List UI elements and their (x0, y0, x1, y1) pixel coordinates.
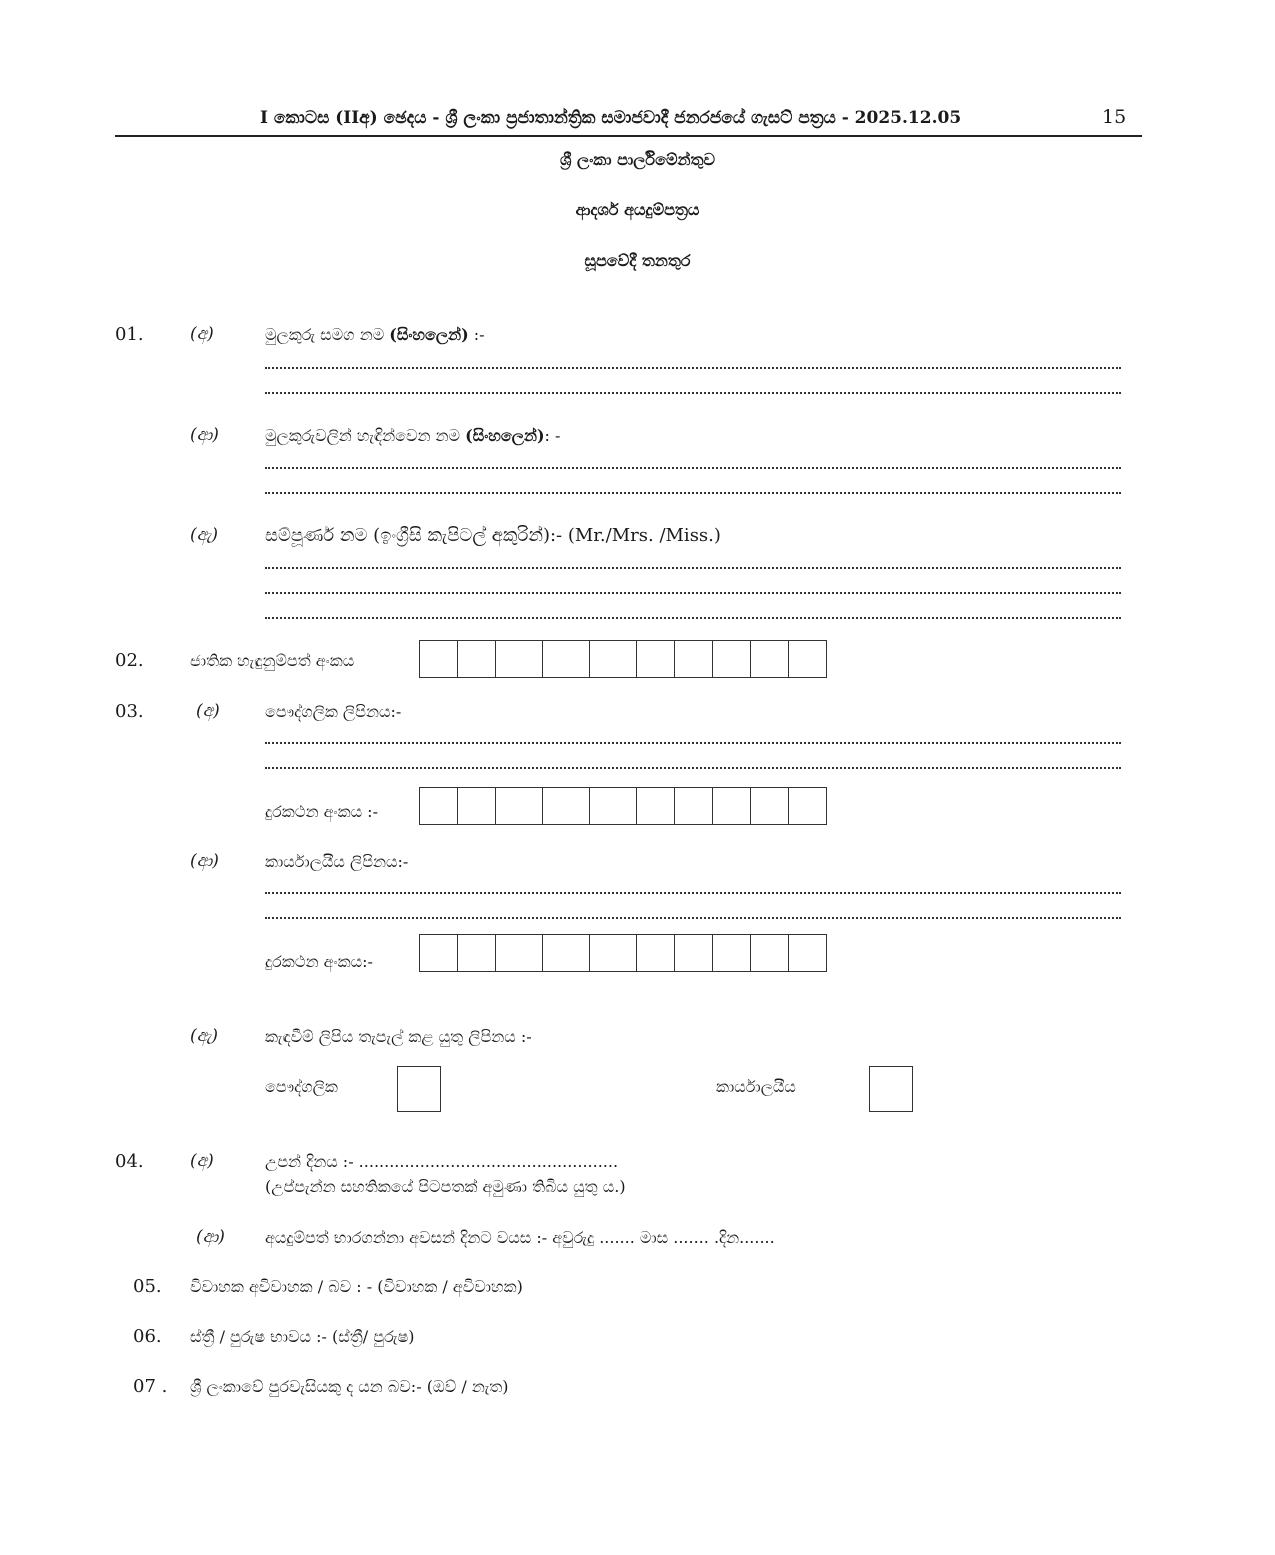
q01a-letter: (අ) (190, 324, 214, 344)
q04aa-letter: (ආ) (196, 1227, 225, 1247)
q03aa-phone-label: දුරකථන අංකය:- (265, 952, 373, 971)
position-title: සූපවේදී තනතුර (584, 251, 691, 270)
q06-number: 06. (133, 1326, 162, 1347)
page-number: 15 (1102, 106, 1127, 128)
q03a-line-1[interactable] (265, 742, 1121, 744)
q03a-line-2[interactable] (265, 767, 1121, 769)
q03aa-letter: (ආ) (190, 851, 219, 871)
option-personal-checkbox[interactable] (397, 1066, 441, 1112)
form-title: ආදර්ශ අයදුම්පත්‍රය (575, 200, 700, 219)
q04a-note: (උප්පැන්න සහතිකයේ පිටපතක් අමුණා තිබිය යුතු ය.) (265, 1177, 626, 1196)
q01aa-label: මුලකුරුවලින් හැඳින්වෙන නම (සිංහලෙන්): - (265, 426, 561, 445)
q02-label: ජාතික හැඳුනුම්පත් අංකය (190, 651, 355, 670)
q01a-line-2[interactable] (265, 392, 1121, 394)
q02-number: 02. (115, 650, 144, 671)
q01a-line-1[interactable] (265, 367, 1121, 369)
q04aa-label: අයදුම්පත් භාරගන්නා අවසන් දිනට වයස :- අවුරුදු ....... මාස ....... .දින....... (265, 1228, 775, 1247)
q05-label: විවාහක අවිවාහක / බව : - (විවාහක / අවිවාහක) (190, 1277, 523, 1296)
q01ae-line-2[interactable] (265, 592, 1121, 594)
q05-number: 05. (133, 1276, 162, 1297)
q04a-label: උපන් දිනය :- ................................................... (265, 1152, 619, 1171)
q03aa-line-2[interactable] (265, 917, 1121, 919)
q03a-label: පෞද්ගලික ලිපිනය:- (265, 702, 402, 721)
q03-number: 03. (115, 701, 144, 722)
option-personal-label: පෞද්ගලික (265, 1077, 338, 1096)
institution-heading: ශ්‍රී ලංකා පාර්ලිමේන්තුව (560, 150, 715, 169)
q07-number: 07 . (133, 1376, 168, 1397)
q03ae-letter: (ඇ) (190, 1026, 219, 1046)
q04-number: 04. (115, 1151, 144, 1172)
q03ae-label: කැඳවීම් ලිපිය තැපැල් කළ යුතු ලිපිනය :- (265, 1027, 532, 1046)
office-phone-boxes[interactable] (419, 934, 827, 972)
option-office-label: කාර්යාලයීය (716, 1077, 796, 1096)
q01a-label: මුලකුරු සමග නම (සිංහලෙන්) :- (265, 325, 485, 344)
q06-label: ස්ත්‍රී / පුරුෂ භාවය :- (ස්ත්‍රී/ පුරුෂ) (190, 1327, 415, 1346)
q01aa-line-2[interactable] (265, 492, 1121, 494)
q01ae-line-1[interactable] (265, 567, 1121, 569)
q04a-letter: (අ) (190, 1151, 214, 1171)
q03a-phone-label: දුරකථන අංකය :- (265, 802, 378, 821)
q03a-letter: (අ) (196, 701, 220, 721)
q03aa-line-1[interactable] (265, 892, 1121, 894)
q01ae-line-3[interactable] (265, 617, 1121, 619)
gazette-header-title: I කොටස (IIඅ) ඡෙදය - ශ්‍රී ලංකා ප්‍රජාතාන්ත්‍රික සමාජවාදී ජනරජයේ ගැසට් පත්‍රය - 2025.12.05 (260, 108, 962, 128)
q01aa-line-1[interactable] (265, 467, 1121, 469)
header-rule (115, 135, 1142, 137)
q03aa-label: කාර්යාලයීය ලිපිනය:- (265, 852, 409, 871)
q01ae-letter: (ඇ) (190, 525, 219, 545)
q01-number: 01. (115, 324, 144, 345)
personal-phone-boxes[interactable] (419, 787, 827, 825)
q01ae-label: සම්පූර්ණ නම (ඉංග්‍රීසි කැපිටල් අකුරින්):- (Mr./Mrs. /Miss.) (265, 525, 721, 546)
nic-number-boxes[interactable] (419, 640, 827, 678)
q01aa-letter: (ආ) (190, 425, 219, 445)
option-office-checkbox[interactable] (869, 1066, 913, 1112)
q07-label: ශ්‍රී ලංකාවේ පුරවැසියකු ද යන බව:- (ඔව් / නැත) (190, 1377, 509, 1396)
